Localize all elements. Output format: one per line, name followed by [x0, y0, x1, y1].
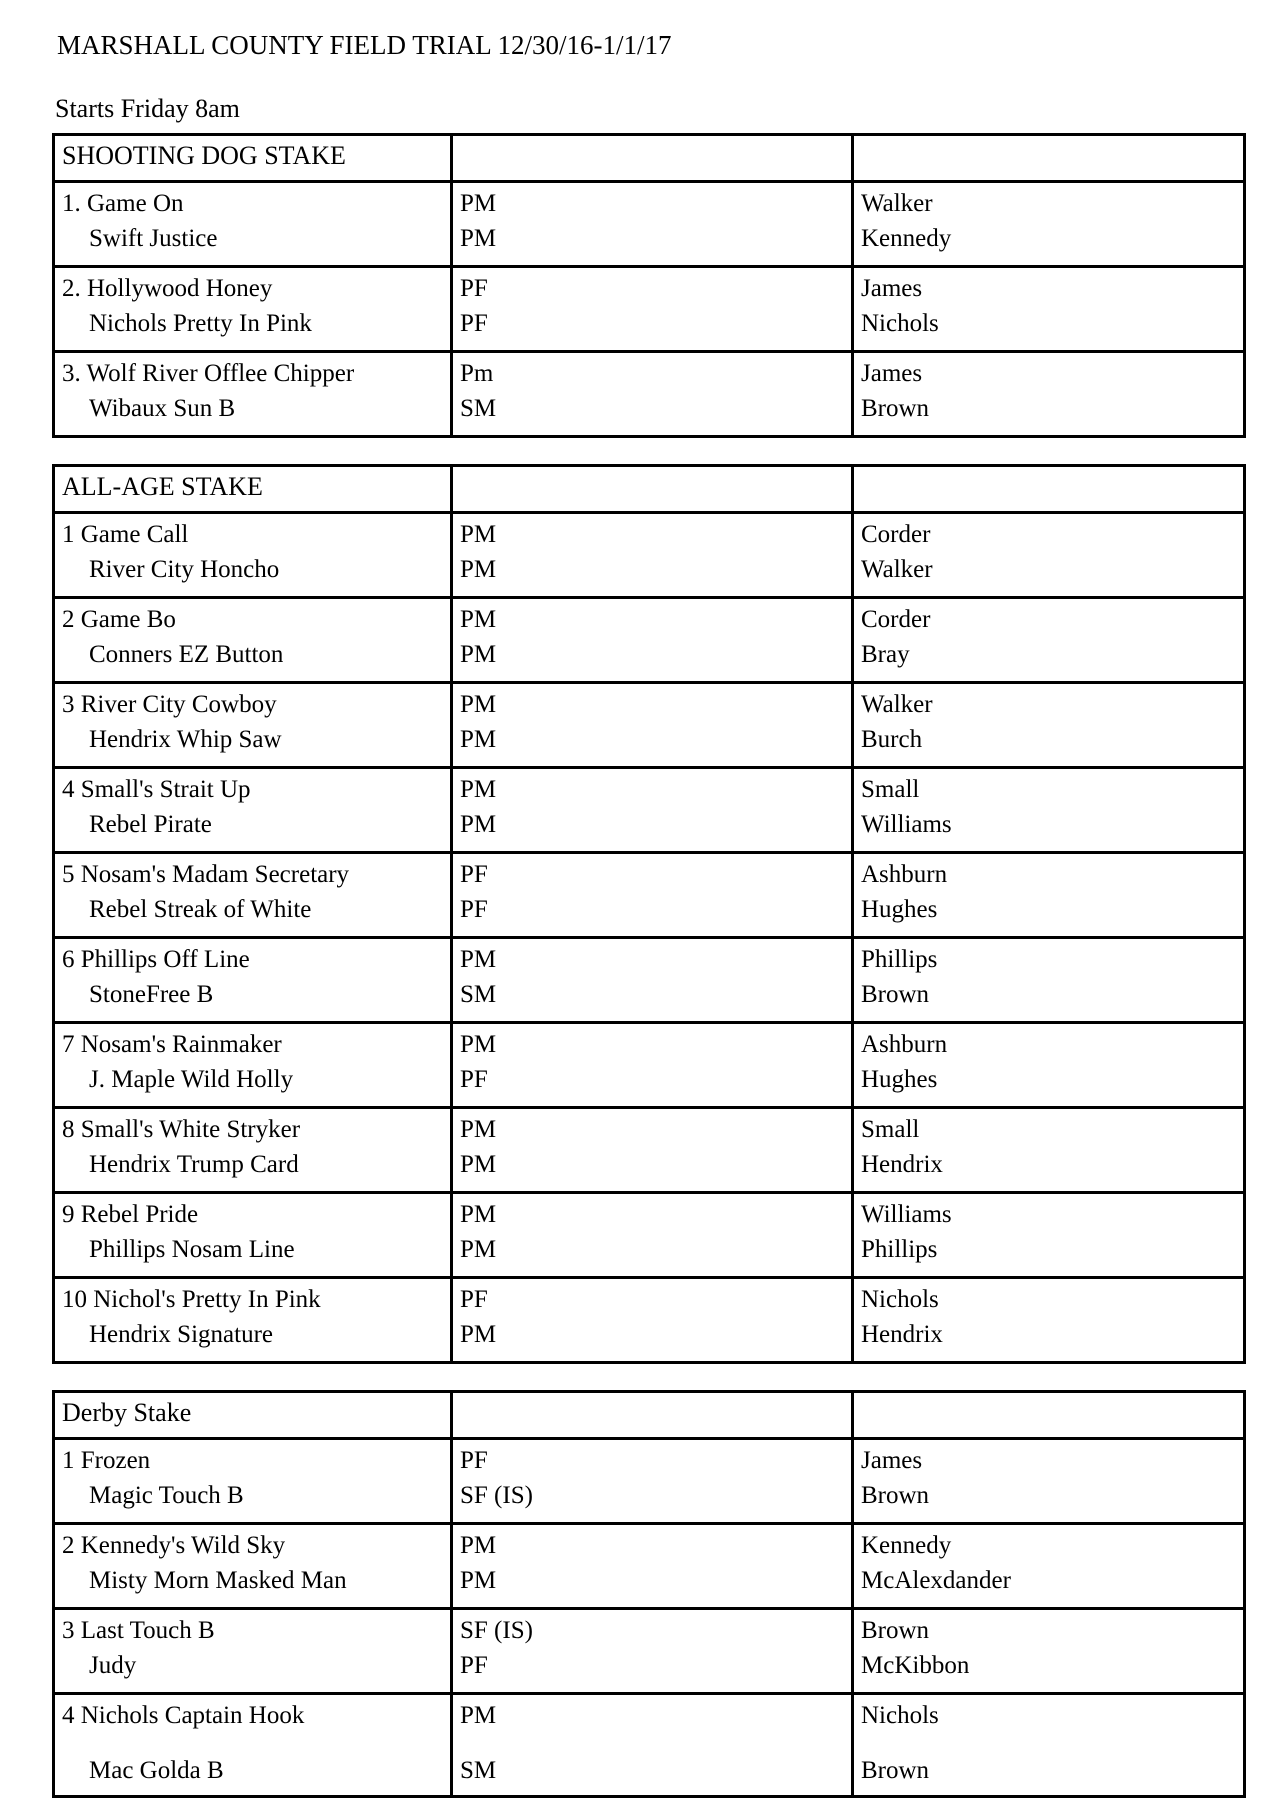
sex-cell — [452, 853, 853, 938]
sex-line-1: PM — [460, 1031, 497, 1058]
empty-header-cell — [452, 466, 853, 513]
stake-table-2 — [52, 1390, 1246, 1798]
handler-line-1: Ashburn — [861, 1031, 948, 1058]
dogs-cell — [54, 938, 452, 1023]
entry-row — [54, 683, 1245, 768]
stake-header-row — [54, 1392, 1245, 1439]
handlers-cell — [853, 598, 1245, 683]
handlers-cell — [853, 1694, 1245, 1797]
dogs-cell — [54, 1439, 452, 1524]
handler-line-1: James — [861, 1447, 923, 1474]
dog-line-2: StoneFree B — [89, 981, 214, 1008]
page-title: MARSHALL COUNTY FIELD TRIAL 12/30/16-1/1/17 — [57, 30, 672, 60]
dogs-cell — [54, 1023, 452, 1108]
handler-line-2: Nichols — [861, 310, 939, 337]
sex-line-2: PM — [460, 641, 497, 668]
stake-header-cell: ALL-AGE STAKE — [54, 466, 452, 513]
handlers-cell — [853, 853, 1245, 938]
dog-line-2: Magic Touch B — [89, 1482, 244, 1509]
handler-line-2: Hughes — [861, 896, 938, 923]
dogs-cell — [54, 1108, 452, 1193]
sex-cell — [452, 1694, 853, 1797]
dog-line-1: 4 Small's Strait Up — [62, 776, 251, 803]
sex-cell — [452, 598, 853, 683]
dog-line-1: 1. Game On — [62, 190, 184, 217]
handlers-cell — [853, 1108, 1245, 1193]
empty-header-cell — [452, 1392, 853, 1439]
handler-line-2: McAlexdander — [861, 1567, 1011, 1594]
dog-line-2: Hendrix Whip Saw — [89, 726, 282, 753]
handlers-cell — [853, 1193, 1245, 1278]
stake-table-body — [54, 135, 1245, 437]
sex-cell — [452, 768, 853, 853]
sex-cell — [452, 1524, 853, 1609]
entry-row — [54, 513, 1245, 598]
dog-line-2: Rebel Streak of White — [89, 896, 312, 923]
handler-line-1: Brown — [861, 1617, 930, 1644]
stake-table-1 — [52, 464, 1246, 1364]
empty-header-cell — [452, 135, 853, 182]
stake-table-body — [54, 466, 1245, 1363]
handler-line-1: Small — [861, 1116, 920, 1143]
handler-line-2: Brown — [861, 1482, 930, 1509]
dogs-cell — [54, 683, 452, 768]
dog-line-1: 8 Small's White Stryker — [62, 1116, 301, 1143]
handlers-cell — [853, 182, 1245, 267]
empty-header-cell — [853, 135, 1245, 182]
handler-line-2: Burch — [861, 726, 923, 753]
sex-cell — [452, 267, 853, 352]
sex-cell — [452, 182, 853, 267]
dog-line-1: 2. Hollywood Honey — [62, 275, 273, 302]
entry-row — [54, 352, 1245, 437]
handler-line-1: Ashburn — [861, 861, 948, 888]
dogs-cell — [54, 598, 452, 683]
sex-line-1: PM — [460, 946, 497, 973]
sex-line-1: PM — [460, 1201, 497, 1228]
sex-line-1: PM — [460, 1702, 497, 1729]
sex-line-1: PM — [460, 776, 497, 803]
handler-line-1: Corder — [861, 521, 931, 548]
dogs-cell — [54, 1524, 452, 1609]
stake-header-cell: SHOOTING DOG STAKE — [54, 135, 452, 182]
handler-line-1: Walker — [861, 190, 933, 217]
dog-line-2: River City Honcho — [89, 556, 280, 583]
empty-header-cell — [853, 466, 1245, 513]
sex-line-1: SF (IS) — [460, 1617, 533, 1644]
sex-cell — [452, 1609, 853, 1694]
dogs-cell — [54, 1694, 452, 1797]
stake-header-row — [54, 135, 1245, 182]
sex-line-2: PM — [460, 556, 497, 583]
dog-line-1: 2 Kennedy's Wild Sky — [62, 1532, 286, 1559]
sex-line-2: PM — [460, 726, 497, 753]
entry-row — [54, 267, 1245, 352]
stake-header-cell: Derby Stake — [54, 1392, 452, 1439]
sex-line-2: PM — [460, 1151, 497, 1178]
sex-line-2: SM — [460, 395, 497, 422]
handler-line-2: Brown — [861, 981, 930, 1008]
sex-line-2: PM — [460, 225, 497, 252]
handlers-cell — [853, 267, 1245, 352]
entry-row — [54, 768, 1245, 853]
sex-line-1: PM — [460, 521, 497, 548]
dogs-cell — [54, 513, 452, 598]
handlers-cell — [853, 1524, 1245, 1609]
dog-line-2: Swift Justice — [89, 225, 218, 252]
handler-line-2: Bray — [861, 641, 910, 668]
dog-line-2: Phillips Nosam Line — [89, 1236, 295, 1263]
sex-line-2: PM — [460, 1236, 497, 1263]
dog-line-2: Wibaux Sun B — [89, 395, 236, 422]
sex-line-1: Pm — [460, 360, 494, 387]
sex-line-1: PM — [460, 1116, 497, 1143]
dogs-cell — [54, 1193, 452, 1278]
dogs-cell — [54, 1278, 452, 1363]
sex-cell — [452, 1023, 853, 1108]
sex-line-1: PF — [460, 861, 488, 888]
stake-header-row — [54, 466, 1245, 513]
sex-line-1: PF — [460, 1447, 488, 1474]
entry-row — [54, 182, 1245, 267]
entry-row — [54, 1524, 1245, 1609]
sex-line-1: PM — [460, 190, 497, 217]
sex-line-2: SF (IS) — [460, 1482, 533, 1509]
empty-header-cell — [853, 1392, 1245, 1439]
handler-line-2: Hughes — [861, 1066, 938, 1093]
dog-line-2: Hendrix Signature — [89, 1321, 273, 1348]
sex-line-1: PF — [460, 275, 488, 302]
sex-line-2: SM — [460, 981, 497, 1008]
handler-line-2: Brown — [861, 395, 930, 422]
tables — [52, 133, 1247, 1798]
dogs-cell — [54, 768, 452, 853]
dog-line-1: 9 Rebel Pride — [62, 1201, 199, 1228]
handlers-cell — [853, 1609, 1245, 1694]
dog-line-2: Conners EZ Button — [89, 641, 284, 668]
entry-row — [54, 1108, 1245, 1193]
handlers-cell — [853, 768, 1245, 853]
sex-cell — [452, 1278, 853, 1363]
dog-line-1: 4 Nichols Captain Hook — [62, 1702, 305, 1729]
handlers-cell — [853, 352, 1245, 437]
sex-line-2: PF — [460, 1066, 488, 1093]
sex-line-1: PM — [460, 606, 497, 633]
handler-line-2: Walker — [861, 556, 933, 583]
handler-line-1: Walker — [861, 691, 933, 718]
dogs-cell — [54, 853, 452, 938]
sex-cell — [452, 1193, 853, 1278]
handler-line-1: Small — [861, 776, 920, 803]
page-subtitle: Starts Friday 8am — [55, 94, 240, 123]
dog-line-1: 1 Game Call — [62, 521, 189, 548]
sex-line-2: PF — [460, 1652, 488, 1679]
handler-line-2: Hendrix — [861, 1151, 943, 1178]
dog-line-2: Mac Golda B — [89, 1757, 224, 1784]
handler-line-1: Phillips — [861, 946, 938, 973]
sex-line-2: SM — [460, 1757, 497, 1784]
dog-line-2: J. Maple Wild Holly — [89, 1066, 294, 1093]
entry-row — [54, 1439, 1245, 1524]
dog-line-1: 2 Game Bo — [62, 606, 176, 633]
handler-line-2: Hendrix — [861, 1321, 943, 1348]
handler-line-2: Kennedy — [861, 225, 952, 252]
entry-row — [54, 1609, 1245, 1694]
entry-row — [54, 1278, 1245, 1363]
sex-cell — [452, 938, 853, 1023]
handler-line-2: Phillips — [861, 1236, 938, 1263]
stake-table-body — [54, 1392, 1245, 1797]
sex-cell — [452, 683, 853, 768]
handler-line-2: Williams — [861, 811, 952, 838]
handler-line-1: James — [861, 360, 923, 387]
sex-line-2: PM — [460, 811, 497, 838]
dogs-cell — [54, 352, 452, 437]
handlers-cell — [853, 513, 1245, 598]
sex-line-2: PM — [460, 1567, 497, 1594]
handlers-cell — [853, 1278, 1245, 1363]
sex-cell — [452, 352, 853, 437]
handler-line-1: Nichols — [861, 1286, 939, 1313]
entry-row — [54, 598, 1245, 683]
entry-row — [54, 1694, 1245, 1797]
sex-line-1: PM — [460, 1532, 497, 1559]
dog-line-1: 7 Nosam's Rainmaker — [62, 1031, 282, 1058]
handler-line-1: Corder — [861, 606, 931, 633]
dog-line-1: 3 River City Cowboy — [62, 691, 277, 718]
dog-line-1: 3 Last Touch B — [62, 1617, 215, 1644]
dog-line-1: 5 Nosam's Madam Secretary — [62, 861, 350, 888]
handler-line-1: James — [861, 275, 923, 302]
sex-line-2: PM — [460, 1321, 497, 1348]
dog-line-1: 1 Frozen — [62, 1447, 151, 1474]
handler-line-1: Nichols — [861, 1702, 939, 1729]
sex-line-1: PF — [460, 1286, 488, 1313]
handler-line-2: McKibbon — [861, 1652, 970, 1679]
handlers-cell — [853, 1023, 1245, 1108]
dog-line-1: 3. Wolf River Offlee Chipper — [62, 360, 355, 387]
dogs-cell — [54, 182, 452, 267]
handler-line-1: Kennedy — [861, 1532, 952, 1559]
dog-line-2: Hendrix Trump Card — [89, 1151, 299, 1178]
sex-line-1: PM — [460, 691, 497, 718]
handler-line-2: Brown — [861, 1757, 930, 1784]
dog-line-2: Rebel Pirate — [89, 811, 212, 838]
sex-cell — [452, 513, 853, 598]
dog-line-1: 6 Phillips Off Line — [62, 946, 250, 973]
sex-line-2: PF — [460, 310, 488, 337]
handlers-cell — [853, 683, 1245, 768]
sex-line-2: PF — [460, 896, 488, 923]
entry-row — [54, 938, 1245, 1023]
entry-row — [54, 1023, 1245, 1108]
sex-cell — [452, 1439, 853, 1524]
dog-line-2: Nichols Pretty In Pink — [89, 310, 312, 337]
handler-line-1: Williams — [861, 1201, 952, 1228]
entry-row — [54, 1193, 1245, 1278]
handlers-cell — [853, 938, 1245, 1023]
sex-cell — [452, 1108, 853, 1193]
dogs-cell — [54, 1609, 452, 1694]
dog-line-2: Judy — [89, 1652, 137, 1679]
dog-line-1: 10 Nichol's Pretty In Pink — [62, 1286, 321, 1313]
handlers-cell — [853, 1439, 1245, 1524]
dog-line-2: Misty Morn Masked Man — [89, 1567, 347, 1594]
dogs-cell — [54, 267, 452, 352]
stake-table-0 — [52, 133, 1246, 438]
entry-row — [54, 853, 1245, 938]
